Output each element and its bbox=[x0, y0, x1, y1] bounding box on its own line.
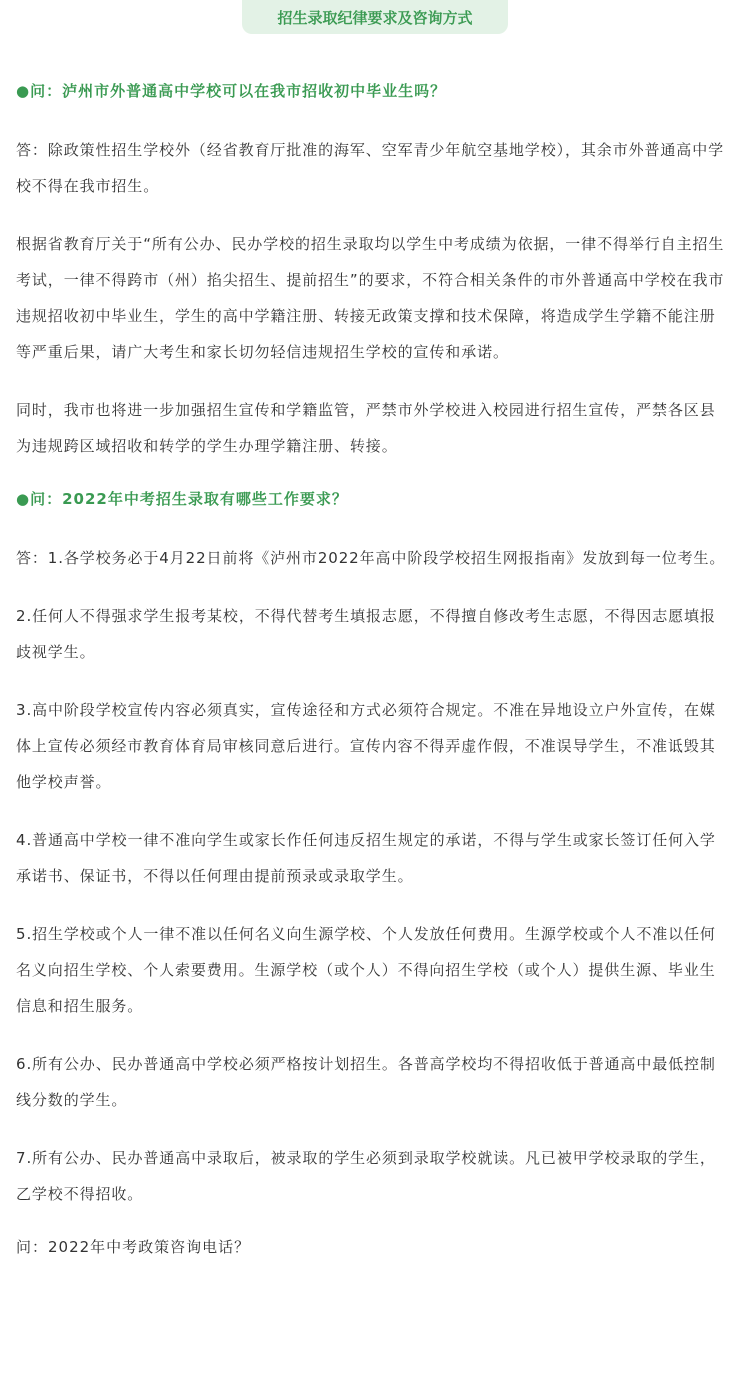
answer-1-paragraph-2: 根据省教育厅关于“所有公办、民办学校的招生录取均以学生中考成绩为依据，一律不得举行自主招生考试，一律不得跨市（州）掐尖招生、提前招生”的要求，不符合相关条件的市外普通高中学校在我市违规招收初中毕业生，学生的高中学籍注册、转接无政策支撑和技术保障，将造成学生学籍不能注册等严重后果，请广大考生和家长切勿轻信违规招生学校的宣传和承诺。 bbox=[16, 235, 725, 361]
answer-2-item-5: 5.招生学校或个人一律不准以任何名义向生源学校、个人发放任何费用。生源学校或个人不准以任何名义向招生学校、个人索要费用。生源学校（或个人）不得向招生学校（或个人）提供生源、毕业生信息和招生服务。 bbox=[16, 925, 716, 1015]
section-header-title: 招生录取纪律要求及咨询方式 bbox=[277, 8, 473, 27]
answer-2-item-7: 7.所有公办、民办普通高中录取后，被录取的学生必须到录取学校就读。凡已被甲学校录取的学生，乙学校不得招收。 bbox=[16, 1149, 716, 1203]
answer-1-paragraph-3: 同时，我市也将进一步加强招生宣传和学籍监管，严禁市外学校进入校园进行招生宣传，严禁各区县为违规跨区域招收和转学的学生办理学籍注册、转接。 bbox=[16, 401, 716, 455]
answer-2-item-1: 答：1.各学校务必于4月22日前将《泸州市2022年高中阶段学校招生网报指南》发放到每一位考生。 bbox=[16, 549, 726, 567]
answer-2-item-2: 2.任何人不得强求学生报考某校，不得代替考生填报志愿，不得擅自修改考生志愿，不得因志愿填报歧视学生。 bbox=[16, 607, 716, 661]
question-1: ●问：泸州市外普通高中学校可以在我市招收初中毕业生吗？ bbox=[16, 82, 447, 100]
article-body bbox=[16, 78, 728, 1288]
question-2: ●问：2022年中考招生录取有哪些工作要求？ bbox=[16, 490, 348, 508]
question-3: 问：2022年中考政策咨询电话？ bbox=[16, 1238, 251, 1256]
section-header bbox=[242, 0, 508, 34]
answer-2-item-4: 4.普通高中学校一律不准向学生或家长作任何违反招生规定的承诺，不得与学生或家长签订任何入学承诺书、保证书，不得以任何理由提前预录或录取学生。 bbox=[16, 831, 716, 885]
answer-1-paragraph-1: 答：除政策性招生学校外（经省教育厅批准的海军、空军青少年航空基地学校），其余市外普通高中学校不得在我市招生。 bbox=[16, 141, 725, 195]
answer-2-item-3: 3.高中阶段学校宣传内容必须真实，宣传途径和方式必须符合规定。不准在异地设立户外宣传，在媒体上宣传必须经市教育体育局审核同意后进行。宣传内容不得弄虚作假，不准误导学生，不准诋毁其他学校声誉。 bbox=[16, 701, 716, 791]
answer-2-item-6: 6.所有公办、民办普通高中学校必须严格按计划招生。各普高学校均不得招收低于普通高中最低控制线分数的学生。 bbox=[16, 1055, 716, 1109]
